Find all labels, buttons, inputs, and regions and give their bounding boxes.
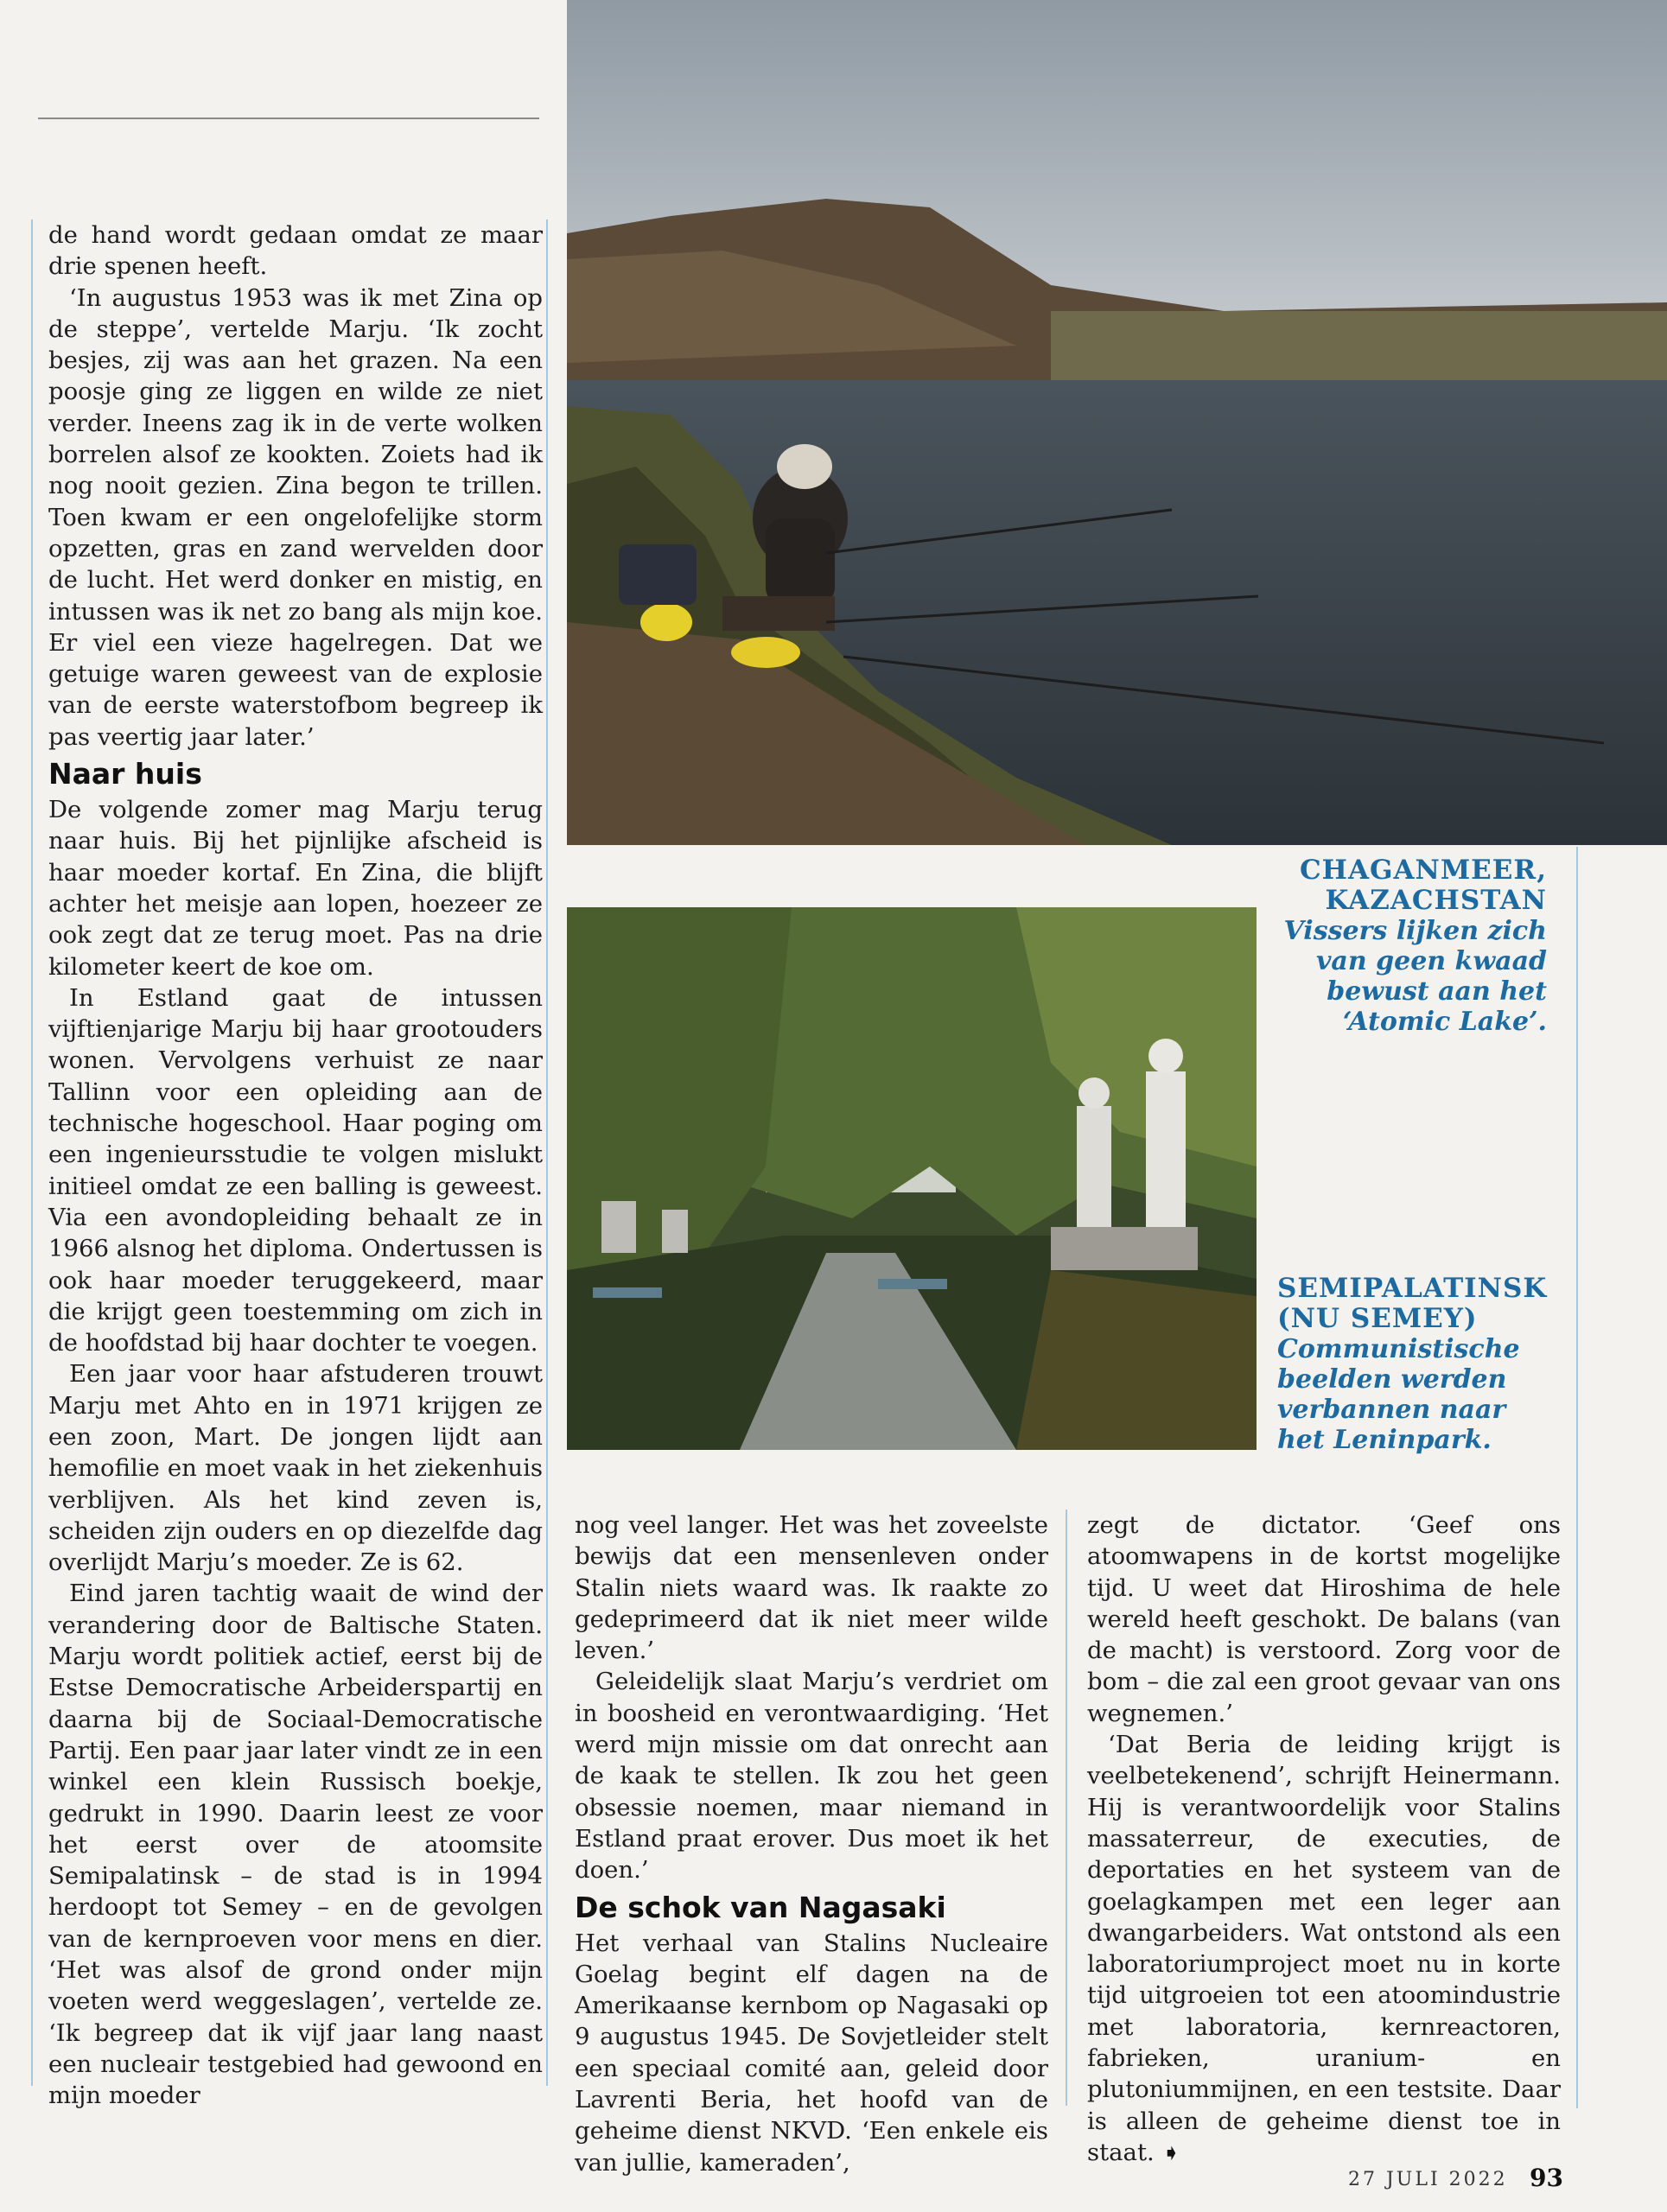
caption-chagan-lake [1262, 855, 1547, 1037]
article-column-2 [575, 1510, 1048, 2178]
article-column-3 [1087, 1510, 1561, 2169]
photo-leninpark [567, 907, 1257, 1450]
caption-text: Vissers lijken zich van geen kwaad bewust aan het ‘Atomic Lake’. [1283, 916, 1547, 1037]
column-rule-1 [546, 219, 548, 2086]
caption-leninpark [1277, 1274, 1547, 1455]
paragraph: Een jaar voor haar afstuderen trouwt Marju met Ahto en in 1971 krijgen ze een zoon, Mart. De jongen lijdt aan hemofilie en moet vaak in het ziekenhuis verblijven. Als het kind zeven is, scheiden zijn ouders en op diezelfde dag overlijdt Marju’s moeder. Ze is 62. [48, 1360, 543, 1577]
section-heading: Naar huis [48, 757, 202, 791]
end-arrow-icon: ➧ [1161, 2139, 1181, 2166]
paragraph: Geleidelijk slaat Marju’s verdriet om in boosheid en verontwaardiging. ‘Het werd mijn missie om dat onrecht aan de kaak te stellen. Ik zou het geen obsessie noemen, maar niemand in Estland praat erover. Dus moet ik het doen.’ [575, 1668, 1048, 1885]
paragraph: In Estland gaat de intussen vijftienjarige Marju bij haar grootouders wonen. Vervolgens verhuist ze naar Tallinn voor een opleiding aan de technische hogeschool. Haar poging om een ingenieursstudie te volgen mislukt initieel omdat ze een balling is geweest. Via een avondopleiding behaalt ze in 1966 alsnog het diploma. Ondertussen is ook haar moeder teruggekeerd, maar die krijgt geen toestemming om zich in de hoofdstad bij haar dochter te voegen. [48, 983, 543, 1357]
paragraph: ‘In augustus 1953 was ik met Zina op de steppe’, vertelde Marju. ‘Ik zocht besjes, zij was aan het grazen. Na een poosje ging ze liggen en wilde ze niet verder. Ineens zag ik in de verte wolken borrelen alsof ze kookten. Zoiets had ik nog nooit gezien. Zina begon te trillen. Toen kwam er een ongelofelijke storm opzetten, gras en zand wervelden door de lucht. Het werd donker en mistig, en intussen was ik net zo bang als mijn koe. Er viel een vieze hagelregen. Dat we getuige waren geweest van de explosie van de eerste waterstofbom begreep ik pas veertig jaar later.’ [48, 283, 543, 751]
paragraph-text: ‘Dat Beria de leiding krijgt is veelbetekenend’, schrijft Heinermann. Hij is verantwoordelijk voor Stalins massaterreur, de executies, de deportaties en het systeem van de goelagkampen met een leger aan dwangarbeiders. Wat ontstond als een laboratoriumproject moet nu in korte tijd uitgroeien tot een atoomindustrie met laboratoria, kernreactoren, fabrieken, uranium- en plutoniummijnen, en een testsite. Daar is alleen de geheime dienst toe in staat. [1087, 1731, 1561, 2166]
caption-title: KAZACHSTAN [1325, 885, 1547, 916]
column-rule-left [31, 219, 33, 2086]
caption-text: Communistische beelden werden verbannen naar het Leninpark. [1277, 1334, 1520, 1455]
top-divider [38, 118, 539, 119]
article-column-1 [48, 219, 543, 2112]
column-rule-2 [1066, 1510, 1067, 2106]
photo-chagan-lake [567, 0, 1667, 845]
paragraph: Eind jaren tachtig waait de wind der verandering door de Baltische Staten. Marju wordt politiek actief, eerst bij de Estse Democratische Arbeiderspartij en daarna bij de Sociaal-Democratische Partij. Een paar jaar later vindt ze in een winkel een klein Russisch boekje, gedrukt in 1990. Daarin leest ze voor het eerst over de atoomsite Semipalatinsk – de stad is in 1994 herdoopt tot Semey – en de gevolgen van de kernproeven voor mens en dier. ‘Het was alsof de grond onder mijn voeten werd weggeslagen’, vertelde ze. ‘Ik begreep dat ik vijf jaar lang naast een nucleair testgebied had gewoond en mijn moeder [48, 1580, 543, 2110]
column-rule-right [1576, 847, 1578, 2108]
caption-title: CHAGANMEER, [1299, 855, 1547, 886]
lake-illustration [567, 0, 1667, 845]
paragraph [1087, 1729, 1561, 2169]
paragraph: zegt de dictator. ‘Geef ons atoomwapens in de kortst mogelijke tijd. U weet dat Hiroshima de hele wereld heeft geschokt. De balans (van de macht) is verstoord. Zorg voor de bom – die zal een groot gevaar van ons wegnemen.’ [1087, 1511, 1561, 1727]
paragraph: Het verhaal van Stalins Nucleaire Goelag begint elf dagen na de Amerikaanse kernbom op Nagasaki op 9 augustus 1945. De Sovjetleider stelt een speciaal comité aan, geleid door Lavrenti Beria, het hoofd van de geheime dienst NKVD. ‘Een enkele eis van jullie, kameraden’, [575, 1929, 1048, 2177]
caption-title: (NU SEMEY) [1277, 1303, 1478, 1334]
section-heading: De schok van Nagasaki [575, 1890, 946, 1924]
page-number: 93 [1530, 2164, 1563, 2192]
issue-date: 27 JULI 2022 [1348, 2169, 1508, 2190]
park-illustration [567, 907, 1257, 1450]
caption-title: SEMIPALATINSK [1277, 1273, 1548, 1304]
paragraph: De volgende zomer mag Marju terug naar huis. Bij het pijnlijke afscheid is haar moeder kortaf. En Zina, die blijft achter het meisje aan lopen, hoezeer ze ook zegt dat ze terug moet. Pas na drie kilometer keert de koe om. [48, 796, 543, 981]
paragraph: nog veel langer. Het was het zoveelste bewijs dat een mensenleven onder Stalin niets waard was. Ik raakte zo gedeprimeerd dat ik niet meer wilde leven.’ [575, 1511, 1048, 1665]
paragraph: de hand wordt gedaan omdat ze maar drie spenen heeft. [48, 221, 543, 281]
